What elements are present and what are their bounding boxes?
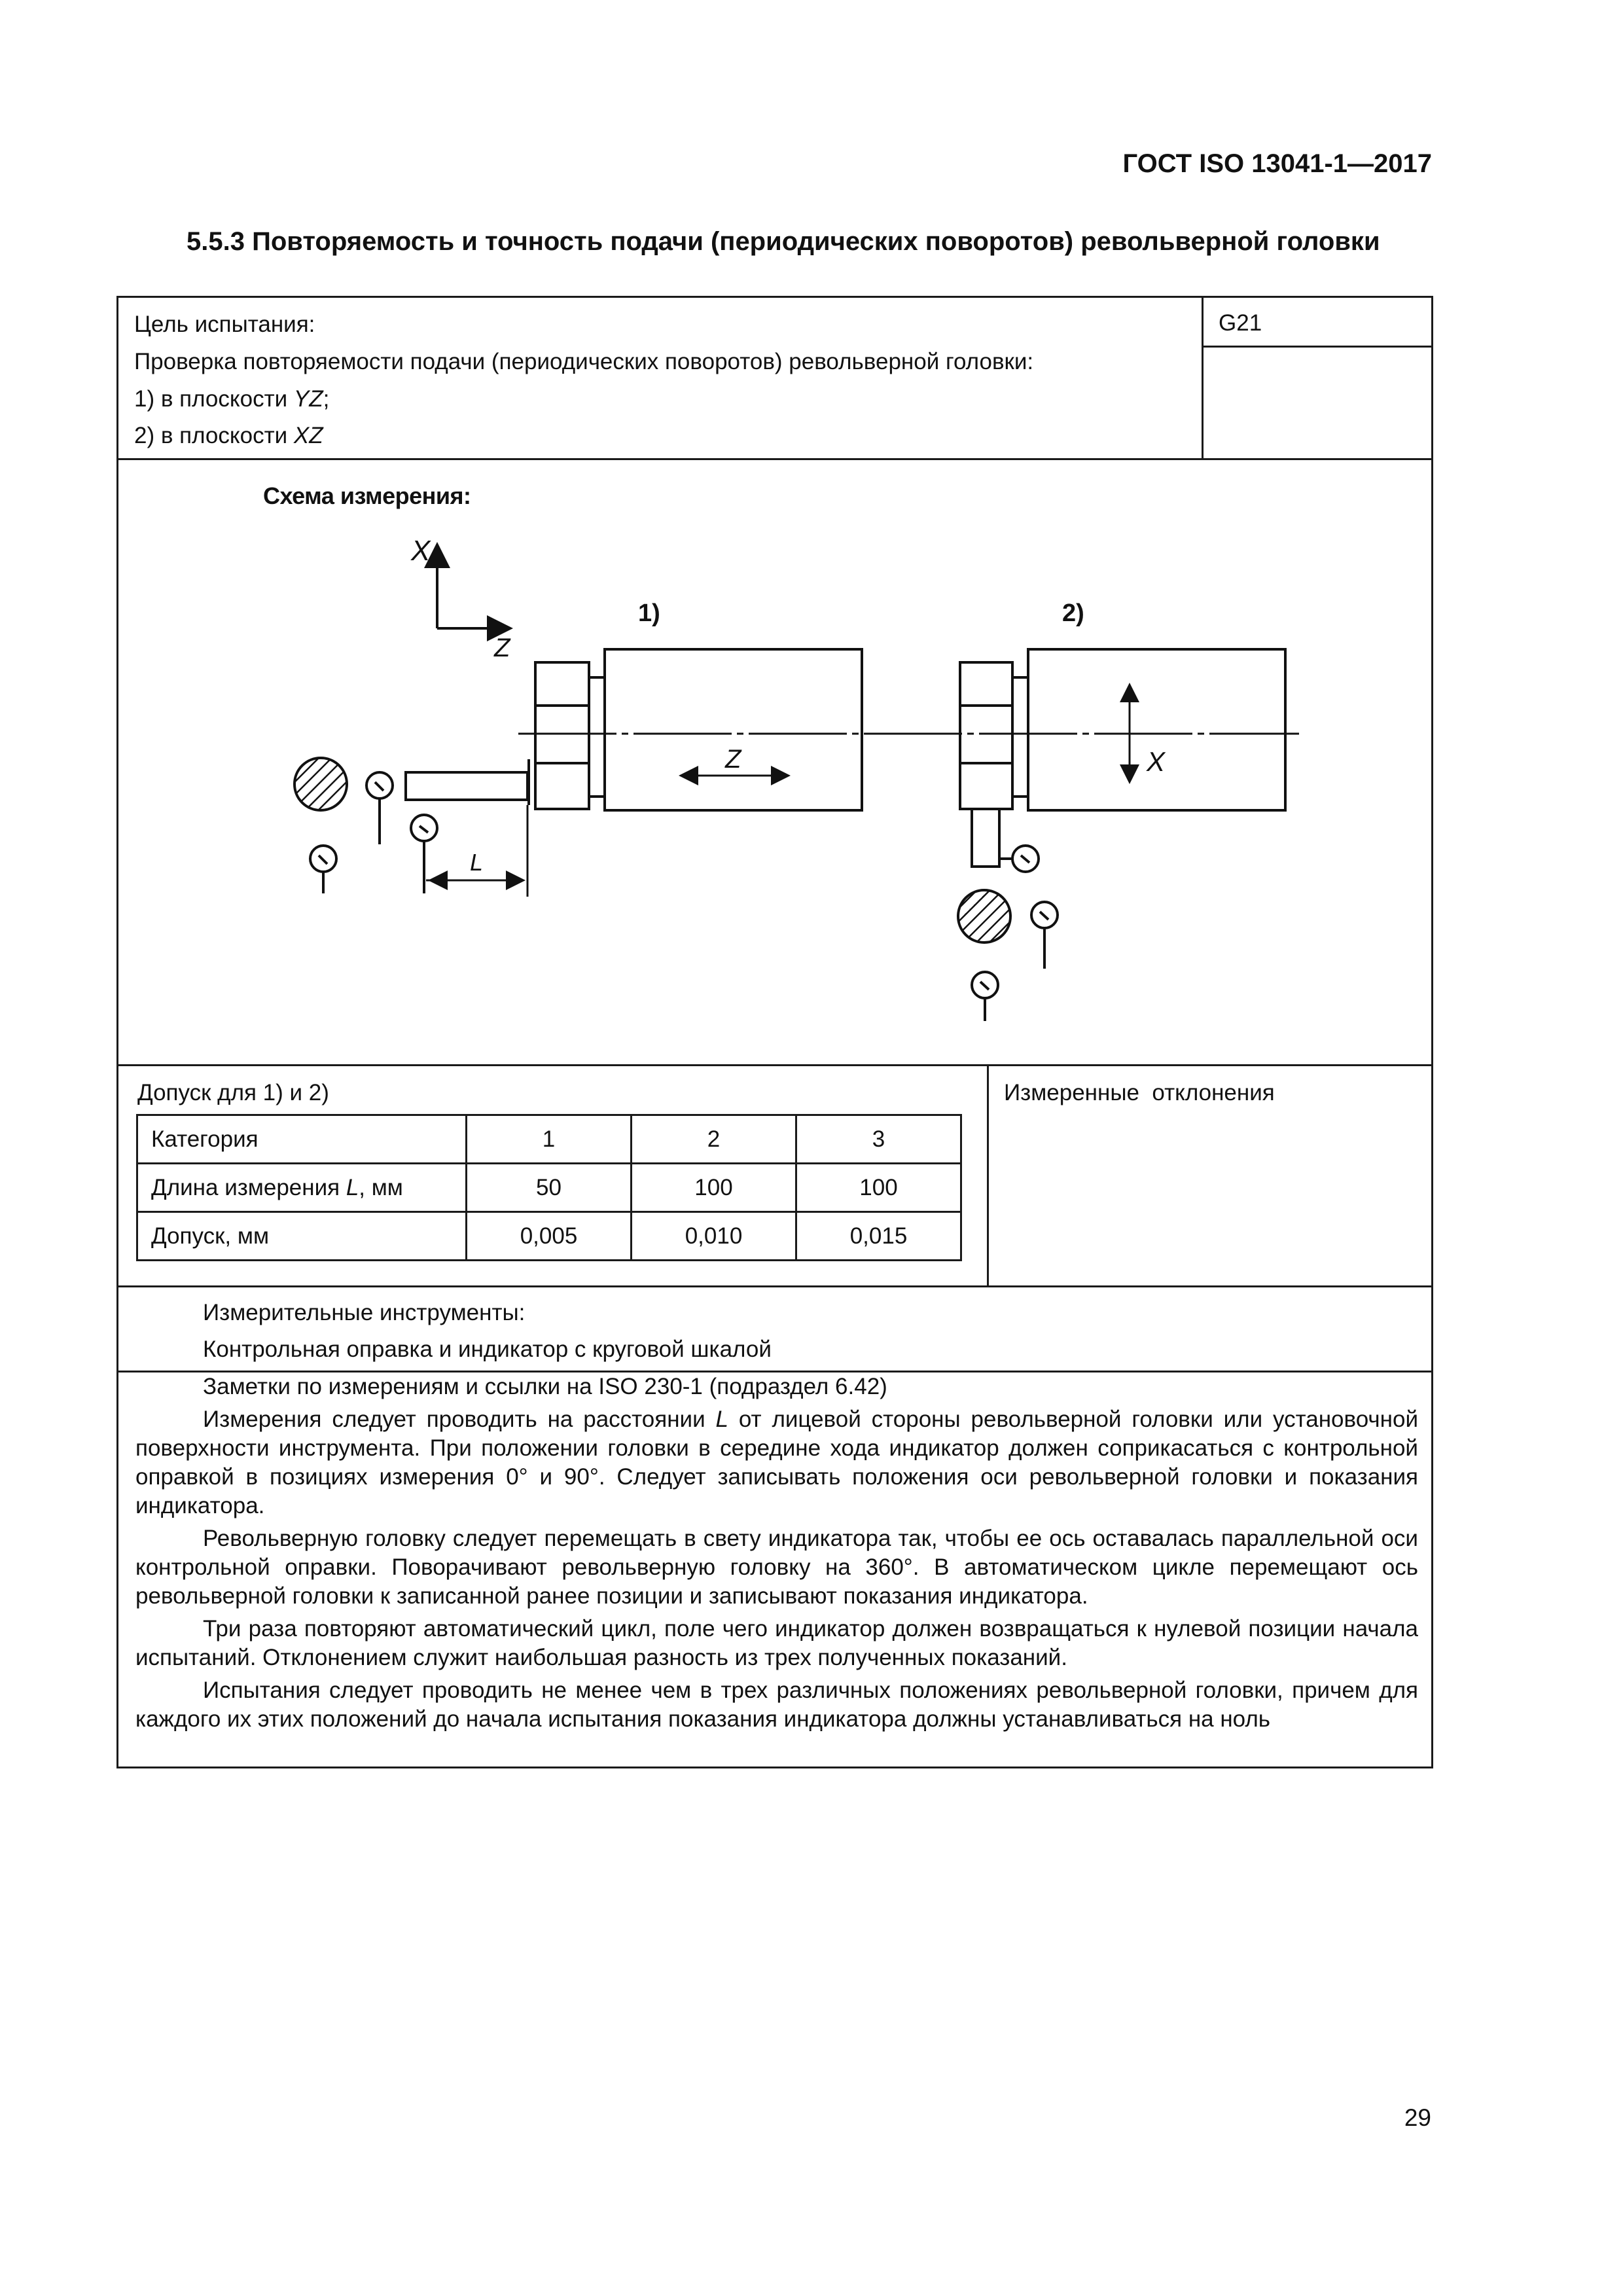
indicator-group-1	[294, 758, 437, 893]
test-code: G21	[1219, 310, 1262, 336]
objective-item-1	[134, 387, 329, 410]
coordinate-axes	[437, 545, 510, 628]
table-cell: 100	[796, 1164, 961, 1212]
objective-text: Проверка повторяемости подачи (периодических поворотов) револьверной головки:	[134, 349, 1034, 374]
table-cell: 3	[796, 1115, 961, 1164]
notes-paragraph: Револьверную головку следует перемещать в свету индикатора так, чтобы ее ось оставалась параллельной оси контрольной оправки. Поворачивают револьверную головку на 360°. В автоматическом цикле перемещают ось револьверной головки к записанной ранее позиции и записывают показания индикатора.	[135, 1526, 1418, 1609]
tolerance-table	[136, 1114, 962, 1261]
table-cell: 50	[467, 1164, 632, 1212]
indicator-group-2	[958, 846, 1058, 1021]
table-row	[137, 1212, 961, 1261]
item1-plane: YZ	[293, 386, 323, 412]
table-cell: 1	[467, 1115, 632, 1164]
instruments-text: Контрольная оправка и индикатор с круговой шкалой	[203, 1336, 772, 1362]
p1-a: Измерения следует проводить на расстоянии	[203, 1407, 716, 1432]
scheme-label: Схема измерения:	[263, 482, 471, 509]
test-mandrel-1	[406, 772, 527, 800]
turret-position-2	[960, 649, 1285, 810]
table-cell	[137, 1164, 467, 1212]
axis-x-label: X	[411, 535, 431, 567]
notes-paragraph: Испытания следует проводить не менее чем в трех различных положениях револьверной головки, причем для каждого их этих положений до начала испытания показания индикатора должны устанавливаться на ноль	[135, 1677, 1418, 1732]
measured-deviations-label: Измеренные отклонения	[1004, 1080, 1275, 1105]
item1-suffix: ;	[323, 386, 330, 412]
measurement-diagram	[118, 458, 1433, 1063]
test-mandrel-2	[972, 809, 999, 867]
table-cell: Категория	[137, 1115, 467, 1164]
objective-label: Цель испытания:	[134, 312, 315, 337]
p1-var: L	[715, 1407, 728, 1432]
divider-measured	[987, 1064, 989, 1287]
divider-scheme	[116, 1064, 1433, 1066]
table-cell: 0,005	[467, 1212, 632, 1261]
item1-prefix: 1) в плоскости	[134, 386, 294, 412]
standard-designation: ГОСТ ISO 13041-1—2017	[1122, 149, 1432, 178]
page-number: 29	[1404, 2104, 1431, 2131]
length-var: L	[346, 1174, 359, 1200]
notes-title: Заметки по измерениям и ссылки на ISO 230-1 (подраздел 6.42)	[203, 1374, 887, 1399]
notes-paragraph: Три раза повторяют автоматический цикл, поле чего индикатор должен возвращаться к нулевой позиции начала испытаний. Отклонением служит наибольшая разность из трех полученных показаний.	[135, 1616, 1418, 1670]
p1-b: от лицевой стороны револьверной головки или установочной поверхности инструмента. При положении головки в середине хода индикатор должен соприкасаться с контрольной оправкой в позициях измерения 0° и 90°. Следует записывать положения оси револьверной головки и показания индикатора.	[135, 1407, 1418, 1518]
move-x-label: X	[1147, 746, 1166, 777]
table-cell: Допуск, мм	[137, 1212, 467, 1261]
table-row	[137, 1164, 961, 1212]
axis-z-label: Z	[494, 634, 510, 662]
position-2-label: 2)	[1062, 600, 1084, 627]
table-cell: 2	[632, 1115, 796, 1164]
section-title: 5.5.3 Повторяемость и точность подачи (периодических поворотов) револьверной головки	[187, 227, 1380, 256]
instruments-label: Измерительные инструменты:	[203, 1300, 526, 1325]
table-cell: 100	[632, 1164, 796, 1212]
table-cell: 0,010	[632, 1212, 796, 1261]
position-1-label: 1)	[638, 600, 660, 627]
tolerance-heading: Допуск для 1) и 2)	[137, 1080, 329, 1105]
divider-code-cell	[1202, 346, 1433, 348]
move-z-label: Z	[725, 745, 741, 774]
divider-tolerance	[116, 1285, 1433, 1287]
length-prefix: Длина измерения	[151, 1174, 346, 1200]
table-cell: 0,015	[796, 1212, 961, 1261]
item2-plane: XZ	[293, 423, 323, 448]
length-suffix: , мм	[359, 1174, 403, 1200]
objective-item-2	[134, 424, 323, 447]
length-l-label: L	[470, 849, 484, 876]
divider-code	[1202, 296, 1204, 459]
table-row	[137, 1115, 961, 1164]
item2-prefix: 2) в плоскости	[134, 423, 294, 448]
turret-position-1	[529, 649, 862, 810]
measurement-notes	[135, 1372, 1418, 1738]
notes-paragraph	[135, 1405, 1418, 1520]
